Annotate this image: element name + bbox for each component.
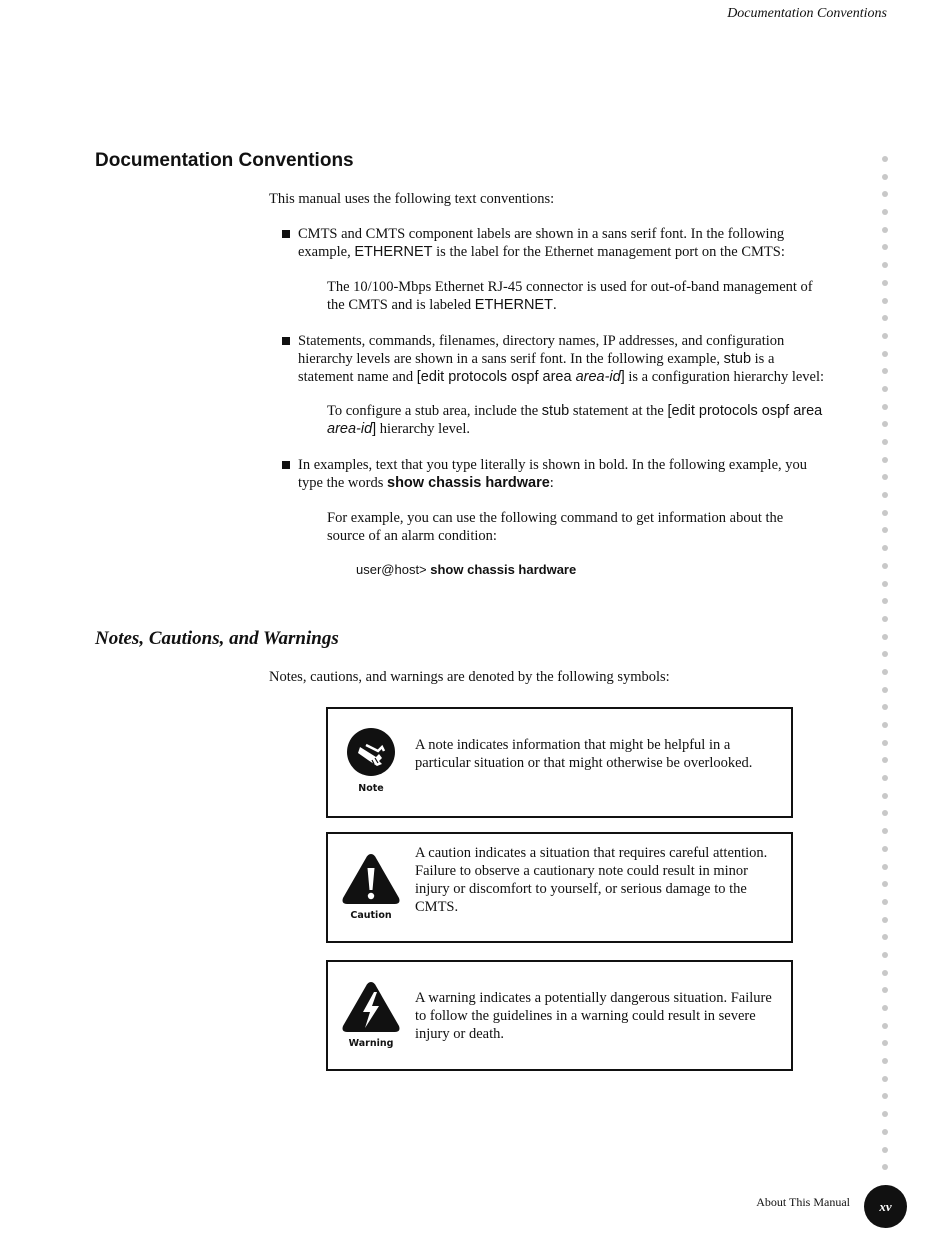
lightning-triangle-icon <box>341 980 401 1034</box>
ethernet-label: ETHERNET <box>474 297 553 313</box>
running-header: Documentation Conventions <box>727 6 887 21</box>
bullet-square-icon <box>282 337 290 345</box>
margin-dot <box>882 174 888 180</box>
margin-dot <box>882 156 888 162</box>
intro-paragraph: This manual uses the following text conventions: <box>269 191 555 207</box>
margin-dot <box>882 669 888 675</box>
margin-dot <box>882 1023 888 1029</box>
caution-text: A caution indicates a situation that requires careful attention. Failure to observe a cautionary note could result in minor injury or discomfort to yourself, or serious damage to the CMTS. <box>415 845 768 915</box>
warning-icon-column <box>340 980 402 1049</box>
caution-box <box>326 832 793 943</box>
margin-dot <box>882 634 888 640</box>
warning-box <box>326 960 793 1071</box>
bullet-item-3 <box>282 456 852 492</box>
margin-dot <box>882 492 888 498</box>
margin-dot <box>882 1093 888 1099</box>
margin-dot <box>882 333 888 339</box>
margin-dot <box>882 810 888 816</box>
margin-dot <box>882 527 888 533</box>
caution-label: Caution <box>350 910 392 921</box>
margin-dot <box>882 1058 888 1064</box>
margin-dot <box>882 793 888 799</box>
margin-dot <box>882 351 888 357</box>
example-2 <box>327 402 852 438</box>
bullet-2-line-1: Statements, commands, filenames, directory names, IP addresses, and configuration <box>298 333 785 349</box>
margin-dot <box>882 262 888 268</box>
note-text: A note indicates information that might be helpful in a particular situation or that might otherwise be overlooked. <box>415 737 753 771</box>
notes-intro: Notes, cautions, and warnings are denoted by the following symbols: <box>269 669 670 685</box>
margin-dot <box>882 1076 888 1082</box>
margin-dot <box>882 386 888 392</box>
exclamation-triangle-icon <box>341 852 401 906</box>
margin-dot <box>882 616 888 622</box>
margin-dot <box>882 368 888 374</box>
bullet-square-icon <box>282 461 290 469</box>
bullet-2-line-2: hierarchy levels are shown in a sans serif font. In the following example, stub is a <box>298 351 775 367</box>
margin-dot <box>882 970 888 976</box>
command-example: user@host> show chassis hardware <box>356 562 577 577</box>
bullet-1-line-2: example, ETHERNET is the label for the Ethernet management port on the CMTS: <box>298 244 785 260</box>
example-3 <box>327 509 852 545</box>
example-1 <box>327 278 852 314</box>
margin-dot <box>882 244 888 250</box>
subsection-title: Notes, Cautions, and Warnings <box>95 628 339 649</box>
margin-dot <box>882 209 888 215</box>
margin-dot <box>882 775 888 781</box>
margin-dot <box>882 651 888 657</box>
example-2-line-2: area-id] hierarchy level. <box>327 421 470 437</box>
margin-dot <box>882 191 888 197</box>
margin-dot <box>882 1005 888 1011</box>
margin-dot <box>882 740 888 746</box>
margin-dot <box>882 687 888 693</box>
warning-label: Warning <box>348 1038 394 1049</box>
margin-dot <box>882 846 888 852</box>
bullet-square-icon <box>282 230 290 238</box>
margin-dot <box>882 563 888 569</box>
margin-dot <box>882 704 888 710</box>
warning-text: A warning indicates a potentially dangerous situation. Failure to follow the guidelines in a warning could result in severe injury or death. <box>415 990 772 1042</box>
ethernet-label: ETHERNET <box>354 244 433 260</box>
example-3-line-2: source of an alarm condition: <box>327 528 497 544</box>
bullet-item-2 <box>282 332 852 386</box>
margin-dot <box>882 581 888 587</box>
margin-dot <box>882 1129 888 1135</box>
example-1-line-1: The 10/100-Mbps Ethernet RJ-45 connector is used for out-of-band management of <box>327 279 813 295</box>
margin-dot <box>882 828 888 834</box>
margin-dot <box>882 439 888 445</box>
margin-dot <box>882 952 888 958</box>
margin-dot <box>882 421 888 427</box>
example-2-line-1: To configure a stub area, include the stub statement at the [edit protocols ospf area <box>327 403 823 419</box>
note-icon-column <box>340 727 402 794</box>
margin-dot <box>882 598 888 604</box>
margin-dot <box>882 1040 888 1046</box>
margin-dot <box>882 298 888 304</box>
margin-dot <box>882 315 888 321</box>
margin-dot <box>882 1111 888 1117</box>
bullet-item-1 <box>282 225 852 261</box>
hand-pointing-icon <box>346 727 396 777</box>
margin-dot-rule <box>882 156 888 1182</box>
section-title: Documentation Conventions <box>95 150 354 171</box>
margin-dot <box>882 510 888 516</box>
page-number-badge: xv <box>864 1185 907 1228</box>
example-3-line-1: For example, you can use the following command to get information about the <box>327 510 784 526</box>
margin-dot <box>882 899 888 905</box>
margin-dot <box>882 1164 888 1170</box>
margin-dot <box>882 545 888 551</box>
margin-dot <box>882 722 888 728</box>
margin-dot <box>882 227 888 233</box>
margin-dot <box>882 757 888 763</box>
note-box <box>326 707 793 818</box>
margin-dot <box>882 474 888 480</box>
margin-dot <box>882 1147 888 1153</box>
margin-dot <box>882 987 888 993</box>
footer-chapter: About This Manual <box>756 1195 850 1209</box>
bullet-3-line-2: type the words show chassis hardware: <box>298 475 554 491</box>
margin-dot <box>882 404 888 410</box>
margin-dot <box>882 917 888 923</box>
bullet-3-line-1: In examples, text that you type literally is shown in bold. In the following example, you <box>298 457 808 473</box>
note-label: Note <box>358 783 384 794</box>
margin-dot <box>882 881 888 887</box>
margin-dot <box>882 864 888 870</box>
margin-dot <box>882 457 888 463</box>
margin-dot <box>882 934 888 940</box>
example-1-line-2: the CMTS and is labeled ETHERNET. <box>327 297 557 313</box>
bullet-1-line-1: CMTS and CMTS component labels are shown in a sans serif font. In the following <box>298 226 785 242</box>
bullet-2-line-3: statement name and [edit protocols ospf area area-id] is a configuration hierarchy level: <box>298 369 825 385</box>
caution-icon-column <box>340 852 402 921</box>
margin-dot <box>882 280 888 286</box>
